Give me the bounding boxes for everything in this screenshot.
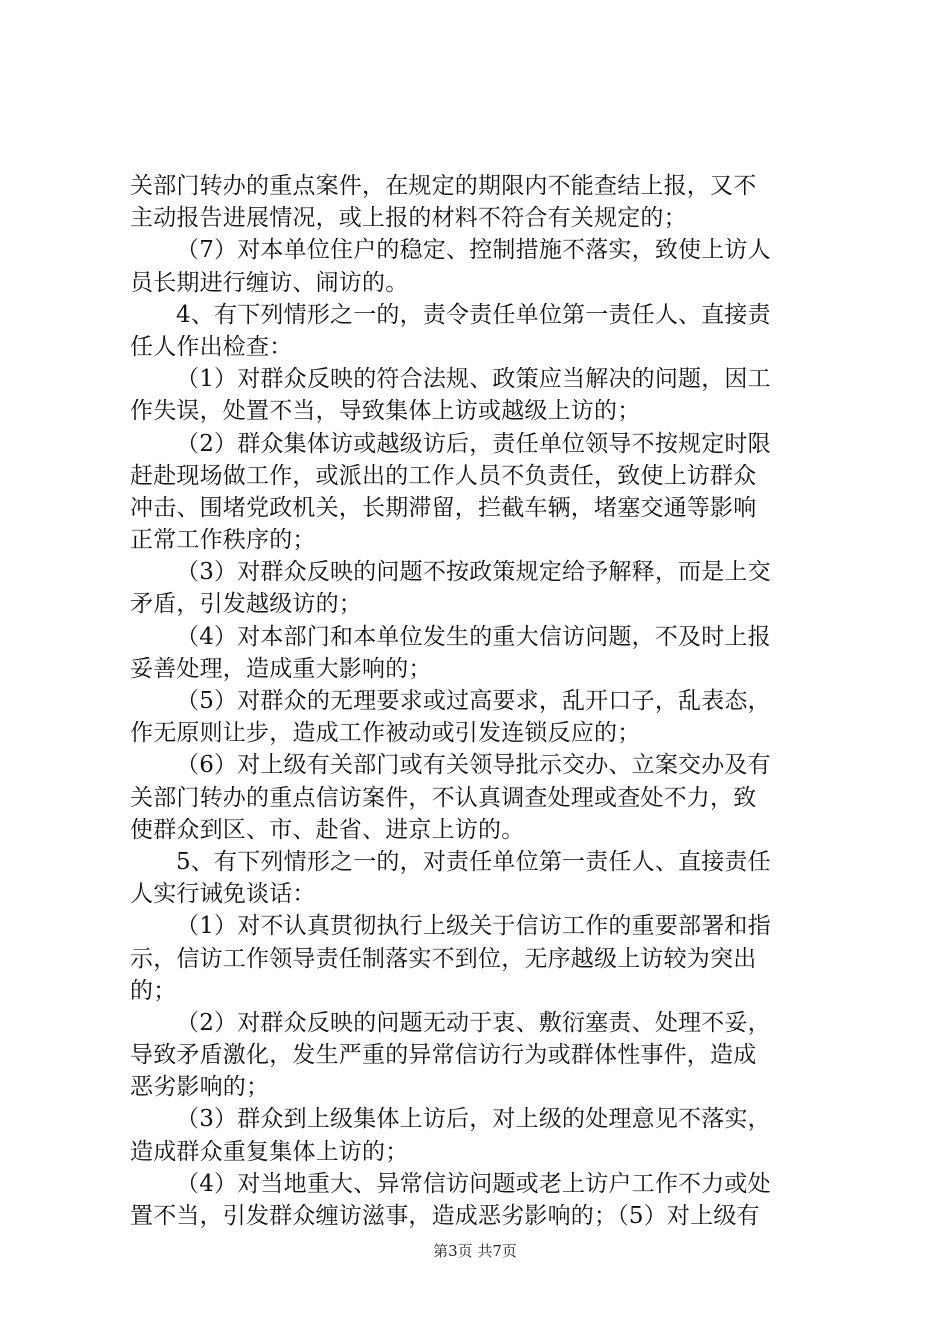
text-line: （2）群众集体访或越级访后，责任单位领导不按规定时限 <box>176 430 771 457</box>
text-line: 导致矛盾激化，发生严重的异常信访行为或群体性事件，造成 <box>130 1042 757 1069</box>
text-line: （7）对本单位住户的稳定、控制措施不落实，致使上访人 <box>176 237 771 264</box>
text-line: 5、有下列情形之一的，对责任单位第一责任人、直接责任 <box>176 848 771 875</box>
text-line: （5）对群众的无理要求或过高要求，乱开口子，乱表态， <box>176 688 771 714</box>
text-line: （1）对群众反映的符合法规、政策应当解决的问题，因工 <box>176 366 771 393</box>
text-line: 4、有下列情形之一的，责令责任单位第一责任人、直接责 <box>176 301 771 328</box>
text-line: 关部门转办的重点案件，在规定的期限内不能查结上报，又不 <box>130 173 757 199</box>
text-line: 恶劣影响的； <box>130 1074 270 1101</box>
text-line: 正常工作秩序的； <box>130 527 316 554</box>
text-line: （4）对当地重大、异常信访问题或老上访户工作不力或处 <box>176 1170 771 1197</box>
text-line: 的； <box>130 977 177 1004</box>
text-line: 人实行诫免谈话： <box>130 881 316 908</box>
text-line: 作失误，处置不当，导致集体上访或越级上访的； <box>130 398 641 425</box>
text-line: 关部门转办的重点信访案件，不认真调查处理或查处不力，致 <box>130 784 757 811</box>
text-line: （2）对群众反映的问题无动于衷、敷衍塞责、处理不妥， <box>176 1009 771 1036</box>
text-line: 赶赴现场做工作，或派出的工作人员不负责任，致使上访群众 <box>130 462 757 489</box>
text-line: 员长期进行缠访、闹访的。 <box>130 269 409 296</box>
text-line: （3）对群众反映的问题不按政策规定给予解释，而是上交 <box>176 559 771 586</box>
text-line: 冲击、围堵党政机关，长期滞留，拦截车辆，堵塞交通等影响 <box>130 494 757 521</box>
page-footer: 第3页 共7页 <box>433 1242 517 1260</box>
text-line: （4）对本部门和本单位发生的重大信访问题，不及时上报 <box>176 623 771 650</box>
text-line: （1）对不认真贯彻执行上级关于信访工作的重要部署和指 <box>176 913 771 940</box>
document-body <box>130 170 830 1232</box>
text-line: 妥善处理，造成重大影响的； <box>130 655 432 682</box>
text-line: （3）群众到上级集体上访后，对上级的处理意见不落实， <box>176 1106 771 1133</box>
text-line: 造成群众重复集体上访的； <box>130 1138 409 1165</box>
text-line: （6）对上级有关部门或有关领导批示交办、立案交办及有 <box>176 752 771 779</box>
text-line: 示，信访工作领导责任制落实不到位，无序越级上访较为突出 <box>130 945 757 972</box>
text-line: 主动报告进展情况，或上报的材料不符合有关规定的； <box>130 205 687 232</box>
text-line: 矛盾，引发越级访的； <box>130 591 362 618</box>
text-line: 任人作出检查： <box>130 333 293 360</box>
text-line: 使群众到区、市、赴省、进京上访的。 <box>130 816 525 843</box>
text-line: 作无原则让步，造成工作被动或引发连锁反应的； <box>130 720 641 747</box>
text-line: 置不当，引发群众缠访滋事，造成恶劣影响的；（5）对上级有 <box>130 1203 760 1229</box>
